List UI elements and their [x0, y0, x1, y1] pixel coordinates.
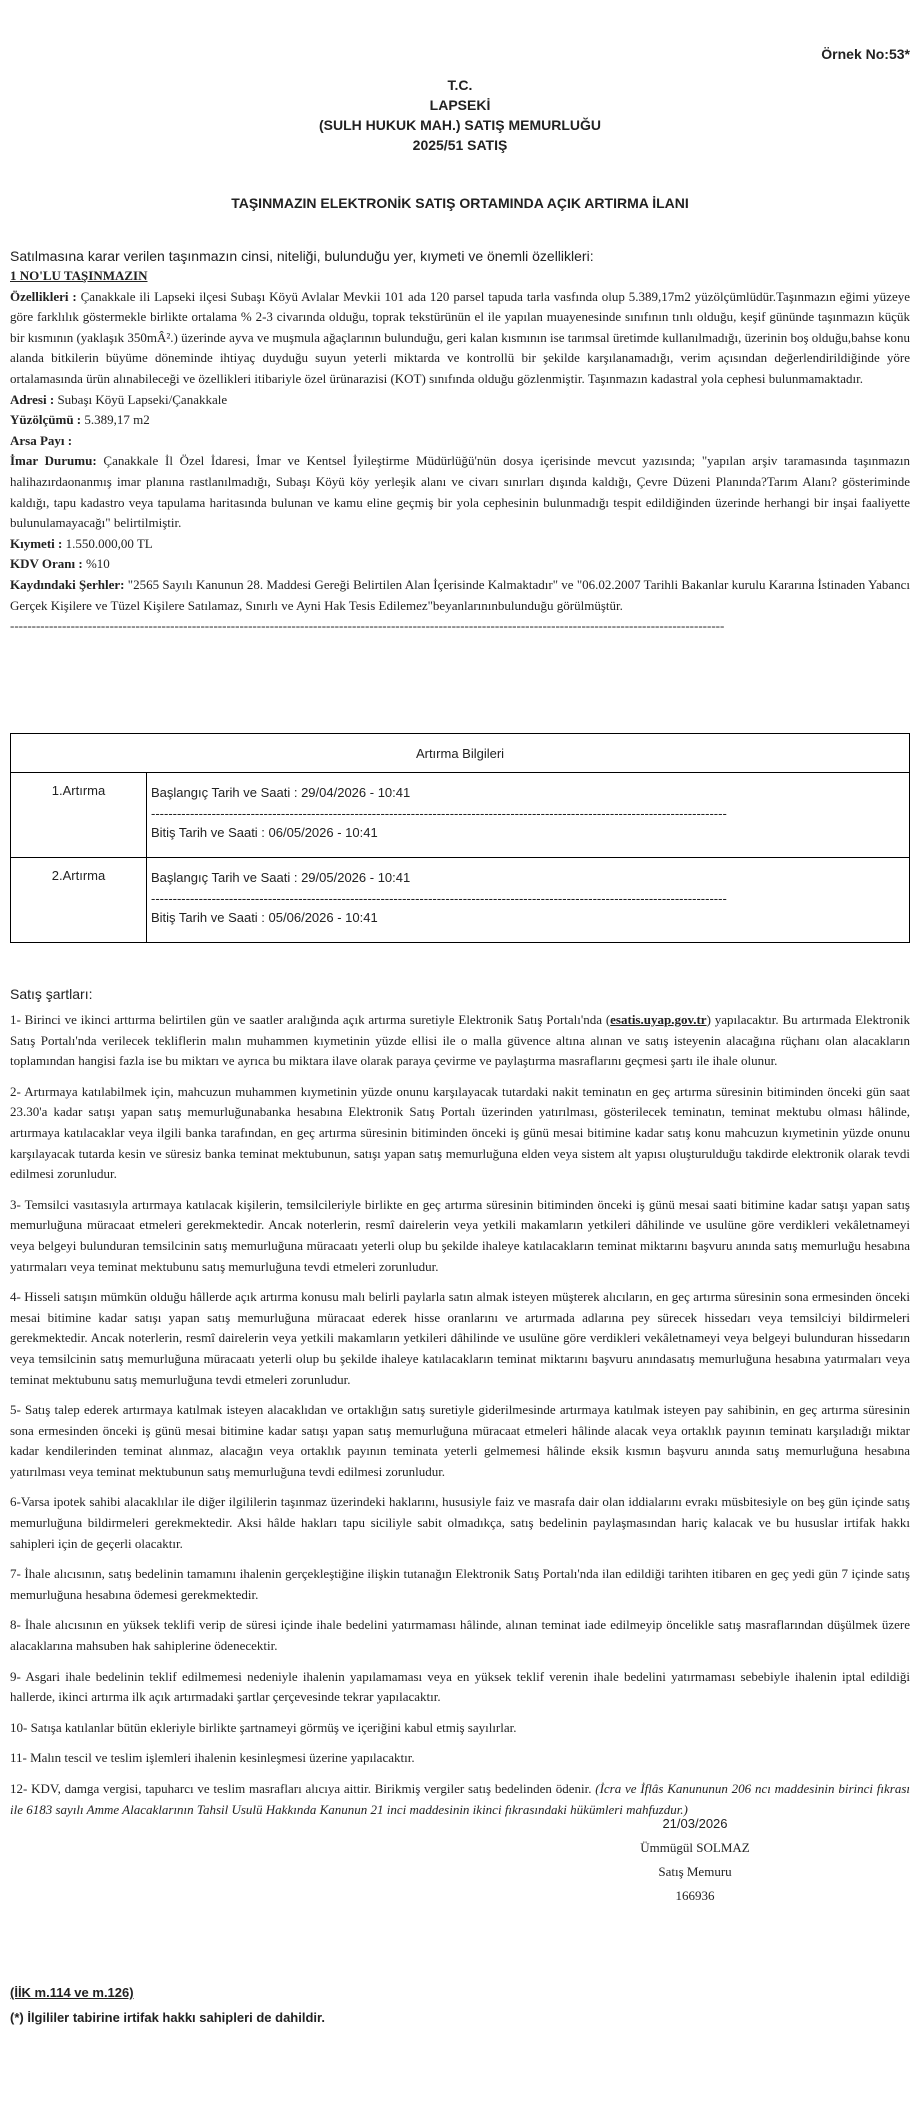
example-number: Örnek No:53*: [821, 46, 910, 62]
auction-start-value: 29/05/2026 - 10:41: [301, 870, 411, 885]
area-value: 5.389,17 m2: [84, 412, 150, 428]
auction-end-value: 06/05/2026 - 10:41: [268, 825, 378, 840]
annotations-label: Kaydındaki Şerhler:: [10, 576, 125, 592]
property-annotations: [10, 575, 910, 616]
auction-table: [10, 733, 910, 943]
property-land-share: [10, 431, 910, 452]
table-row: [11, 773, 910, 858]
section-divider: ---------------------------------------------------------------------------------------------------------------------------------------------------------------------: [10, 618, 725, 634]
land-share-label: Arsa Payı :: [10, 432, 73, 448]
sale-conditions: [10, 1010, 910, 1830]
property-features: [10, 287, 910, 390]
signatory-title: Satış Memuru: [658, 1864, 732, 1879]
auction-round-label: 1.Artırma: [11, 773, 147, 858]
condition-item: 1- Birinci ve ikinci arttırma belirtilen gün ve saatler aralığında açık artırma suretiyle Elektronik Satış Portalı'nda (esatis.uyap.gov.tr) yapılacaktır. Bu artırmada Elektronik Satış Portalı'nda verilecek tekliflerin malın muhammen kıymetinin yüzde ellisi ile o malla güvence altına alınan ve satış isteyenin alacağına rüçhanı olan alacakların toplamından hangisi fazla ise bu miktarı ve ayrıca bu miktara ilave olarak paraya çevirme ve paylaştırma masraflarını geçmesi şartı ile ihale olunur.: [10, 1012, 910, 1069]
address-value: Subaşı Köyü Lapseki/Çanakkale: [57, 391, 228, 407]
property-details: [10, 266, 910, 637]
condition-item: 4- Hisseli satışın mümkün olduğu hâllerde açık artırma konusu malı belirli paylarla satın almak isteyen müşterek alıcıların, en geç artırma süresinin sona ermesinden önceki mesai bitimine kadar satışı yapan satış memurluğuna müracaat ederek hisse oranlarını ve artırmada adlarına pey sürecek hissedarı veya temsilciyi bildirmeleri gerekmektedir. Ancak noterlerin, resmî dairelerin veya yetkili makamların yetkileri dâhilinde ve usulüne göre verdikleri vekâletnameyi veya belgeyi bulunduran hissedarın veya temsilcinin satış memurluğuna müracaatı yeterli olup bu şekilde ihaleye katılacakların teminat miktarını başvuru anındasatış memurluğuna hesabına yatırmaları veya teminat mektubunu satış memurluğuna tevdi etmeleri zorunludur.: [10, 1289, 910, 1387]
condition-item: 7- İhale alıcısının, satış bedelinin tamamını ihalenin gerçekleştiğine ilişkin tutanağın Elektronik Satış Portalı'nda ilan edildiği tarihten itibaren en geç yedi gün 7 içinde satış memurluğuna hesabına ödemesi gerekmektedir.: [10, 1566, 910, 1602]
auction-end: Bitiş Tarih ve Saati : 05/06/2026 - 10:41: [151, 910, 378, 925]
value-label: Kıymeti :: [10, 535, 63, 551]
row-divider: -------------------------------------------------------------------------------------------------------------------------------------: [151, 806, 727, 821]
condition-item: 10- Satışa katılanlar bütün ekleriyle birlikte şartnameyi görmüş ve içeriğini kabul etmiş sayılırlar.: [10, 1719, 517, 1735]
condition-item: 6-Varsa ipotek sahibi alacaklılar ile diğer ilgililerin taşınmaz üzerindeki haklarını, hususiyle faiz ve masrafa dair olan iddialarını evrakı müsbitesiyle on beş gün içinde satış memurluğuna bildirmeleri gerekmektedir. Aksi hâlde hakları tapu siciliyle sabit olmadıkça, satış bedelinin paylaşmasından hariç kalacak ve bu hususlar irtifak hakkı sahipleri için de geçerli olacaktır.: [10, 1494, 910, 1551]
auction-end: Bitiş Tarih ve Saati : 06/05/2026 - 10:41: [151, 825, 378, 840]
zoning-value: Çanakkale İl Özel İdaresi, İmar ve Kentsel İyileştirme Müdürlüğü'nün dosya içerisinde mevcut yazısında; "yapılan arşiv taramasında taşınmazın halihazırdaonanmış imar planına rastlanılmadığı, Subaşı Köyü köy yerleşik alanı ve civarı sınırları dışında kaldığı, Çevre Düzeni Planında?Tarım Alanı? gösteriminde kaldığı, tapu kadastro veya tapulama haritasında bulunan ve kamu eline geçmiş bir yola cephesinin bulunmadığı tespit edildiğinden üzerinde herhangi bir inşai faaliyette bulunulamayacağı" belirtilmiştir.: [10, 453, 911, 531]
vat-label: KDV Oranı :: [10, 556, 83, 572]
intro-text: Satılmasına karar verilen taşınmazın cinsi, niteliği, bulunduğu yer, kıymeti ve önemli özellikleri:: [10, 248, 594, 264]
condition-item: 5- Satış talep ederek artırmaya katılmak isteyen alacaklıdan ve ortaklığın satış suretiyle giderilmesinde artırmaya katılmak isteyen pay sahibinin, en geç artırma süresinin sona ermesinden önceki iş günü mesai bitimine kadar satışı yapan satış memurluğuna müracaat etmeleri hâlinde alacak veya ortaklık payının teminatı karşıladığı miktar kadar kendilerinden teminat alınmaz, alacağın veya ortaklık payının teminata yeterli gelmemesi hâlinde eksik kısmın başvuru anında satış memurluğuna hesabına yatırılması veya teminat mektubunun satış memurluğuna tevdi edilmesi zorunludur.: [10, 1402, 910, 1479]
property-zoning: [10, 451, 910, 533]
condition-item: 12- KDV, damga vergisi, tapuharcı ve teslim masrafları alıcıya aittir. Birikmiş vergiler satış bedelinden ödenir. (İcra ve İflâs Kanununun 206 ncı maddesinin birinci fıkrası ile 6183 sayılı Amme Alacaklarının Tahsil Usulü Hakkında Kanunun 21 inci maddesinin ikinci fıkrasındaki hükümleri mahfuzdur.): [10, 1781, 910, 1817]
property-address: [10, 390, 910, 411]
property-value: [10, 534, 910, 555]
esatis-link[interactable]: esatis.uyap.gov.tr: [610, 1012, 707, 1027]
heading-line: LAPSEKİ: [429, 97, 491, 113]
signatory-name: Ümmügül SOLMAZ: [640, 1840, 750, 1855]
auction-start-value: 29/04/2026 - 10:41: [301, 785, 411, 800]
sale-conditions-title: Satış şartları:: [10, 986, 93, 1002]
features-label: Özellikleri :: [10, 288, 77, 304]
property-vat: [10, 554, 910, 575]
signature-date: 21/03/2026: [662, 1816, 728, 1831]
row-divider: -------------------------------------------------------------------------------------------------------------------------------------: [151, 891, 727, 906]
value-amount: 1.550.000,00 TL: [65, 535, 153, 551]
condition-item: 2- Artırmaya katılabilmek için, mahcuzun muhammen kıymetinin yüzde onunu karşılayacak tutardaki nakit teminatın en geç artırma süresinin bitiminden önceki gün saat 23.30'a kadar satışı yapan satış memurluğunabanka hesabına Elektronik Satış Portalı üzerinden yatırılması, gösterilecek teminatın, teminat mektubu olması hâlinde, artırmaya katılacaklar veya ilgili banka tarafından, en geç artırma süresinin bitiminden önceki iş günü mesai bitimine kadar satış konu mahcuzun kıymetinin yüzde onunu karşılayacak tutarda kesin ve süresiz banka teminat mektubunun, satışı yapan satış memurluğuna elden veya sistem alt yapısı oluşturulduğu takdirde elektronik olarak tevdi edilmesi zorunludur.: [10, 1083, 910, 1182]
condition-item: 3- Temsilci vasıtasıyla artırmaya katılacak kişilerin, temsilcileriyle birlikte en geç artırma süresinin bitiminden önceki iş günü mesai saati bitimine kadar satışı yapan satış memurluğuna müracaat etmeleri gerekmektedir. Ancak noterlerin, resmî dairelerin veya yetkili makamların yetkileri dâhilinde ve usulüne göre verdikleri vekâletnameyi veya belgeyi bulunduran temsilcinin satış memurluğuna müracaatı yeterli olup bu şekilde ihaleye katılacakların teminat miktarını başvuru anında satış memurluğu hesabına yatırmaları veya teminat mektubunu satış memurluğuna tevdi etmeleri zorunludur.: [10, 1196, 910, 1274]
auction-round-label: 2.Artırma: [11, 858, 147, 943]
condition-item: 8- İhale alıcısının en yüksek teklifi verip de süresi içinde ihale bedelini yatırmaması hâlinde, alınan teminat iade edilmeyip öncelikle satış masraflarından düşülmek üzere alacaklarına mahsuben hak sahiplerine ödenecektir.: [10, 1617, 910, 1654]
heading-line: T.C.: [447, 77, 473, 93]
footnote: (*) İlgililer tabirine irtifak hakkı sahipleri de dahildir.: [10, 2010, 325, 2025]
signatory-id: 166936: [675, 1888, 715, 1903]
heading-line: 2025/51 SATIŞ: [412, 137, 508, 153]
area-label: Yüzölçümü :: [10, 412, 82, 428]
auction-table-title: Artırma Bilgileri: [11, 734, 910, 773]
heading-line: (SULH HUKUK MAH.) SATIŞ MEMURLUĞU: [318, 117, 602, 133]
property-heading: 1 NO'LU TAŞINMAZIN: [10, 268, 148, 283]
signature-block: [600, 1812, 790, 1908]
auction-start: Başlangıç Tarih ve Saati : 29/05/2026 - 10:41: [151, 870, 411, 885]
auction-end-value: 05/06/2026 - 10:41: [268, 910, 378, 925]
vat-value: %10: [85, 556, 110, 572]
condition-item: 11- Malın tescil ve teslim işlemleri ihalenin kesinleşmesi üzerine yapılacaktır.: [10, 1750, 415, 1766]
condition-item: 9- Asgari ihale bedelinin teklif edilmemesi nedeniyle ihalenin yapılamaması veya en yüksek teklif verenin ihale bedelini yatırmaması sebebiyle ihalenin iptal edildiği hallerde, ikinci artırma ilk açık artırmadaki şartlar çerçevesinde tekrar yapılacaktır.: [10, 1668, 910, 1705]
auction-start: Başlangıç Tarih ve Saati : 29/04/2026 - 10:41: [151, 785, 411, 800]
law-reference: (İİK m.114 ve m.126): [10, 1985, 134, 2000]
features-value: Çanakkale ili Lapseki ilçesi Subaşı Köyü Avlalar Mevkii 101 ada 120 parsel tapuda tarla vasfında olup 5.389,17m2 yüzölçümlüdür.Taşınmazın eğimi yüzeye göre farklılık göstermekle birlikte ortalama % 2-3 civarında olduğu, toprak tekstürünün el ile yapılan muayenesinde sınıfının tınlı olduğu, keşif gününde taşınmazın küçük bir kısmının (yaklaşık 350mÂ².) üzerinde ayva ve muşmula ağaçlarının bulunduğu, geri kalan kısmının ise tarımsal üretimde kullanılmadığı, üzerinin boş olduğu,bahse konu alanda bitkilerin büyüme döneminde ihtiyaç duyduğu suyun yeterli miktarda ve kontrollü bir şekilde karşılanamadığı, verim açısından değerlendirildiğinde yöre ortalamasında ürün alınabileceği ve özellikleri itibariyle özel ürünarazisi (KOT) sınıfında olduğu gözlenmiştir. Taşınmazın kadastral yola cephesi bulunmamaktadır.: [10, 288, 910, 386]
table-row: [11, 858, 910, 943]
address-label: Adresi :: [10, 391, 55, 407]
office-heading: [10, 75, 910, 155]
zoning-label: İmar Durumu:: [10, 453, 97, 469]
property-area: [10, 410, 910, 431]
annotations-value: "2565 Sayılı Kanunun 28. Maddesi Gereği Belirtilen Alan İçerisinde Kalmaktadır" ve "06.02.2007 Tarihli Bakanlar kurulu Kararına İstinaden Yabancı Gerçek Kişilere ve Tüzel Kişilere Satılamaz, Sınırlı ve Ayni Hak Tesis Edilemez"beyanlarınınbulunduğu görülmüştür.: [10, 576, 910, 613]
announcement-title: TAŞINMAZIN ELEKTRONİK SATIŞ ORTAMINDA AÇIK ARTIRMA İLANI: [231, 195, 689, 211]
